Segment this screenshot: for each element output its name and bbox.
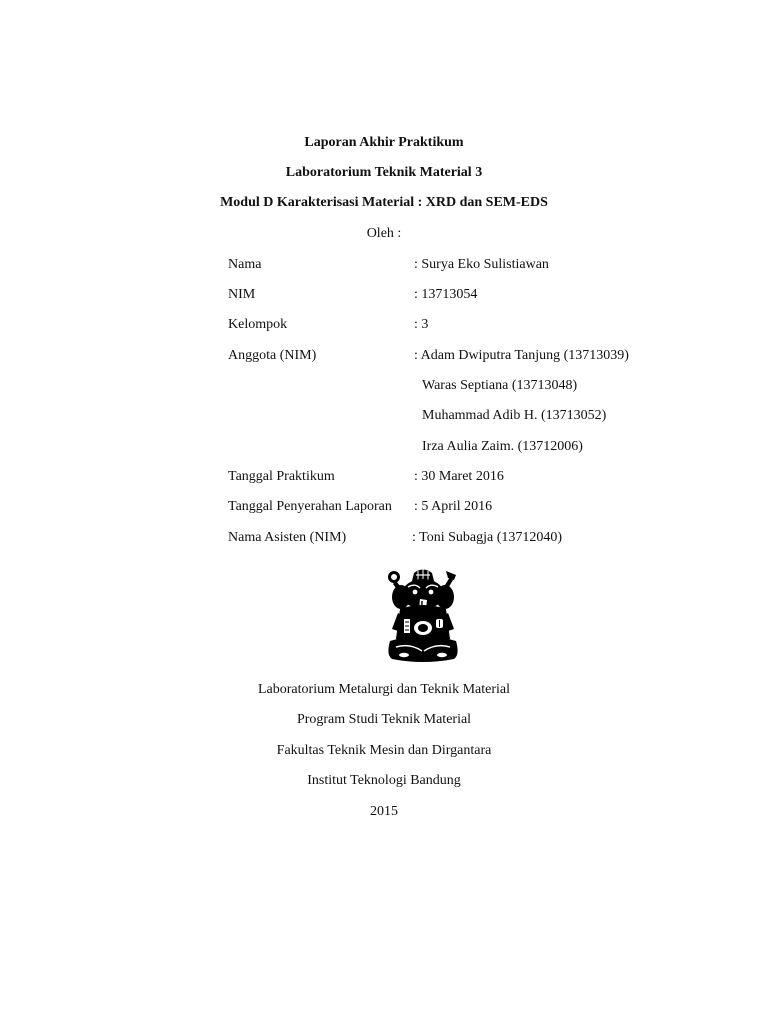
nim-label: NIM xyxy=(228,287,256,302)
name-label: Nama xyxy=(228,257,262,272)
group-value: : 3 xyxy=(414,317,429,332)
member-item: Irza Aulia Zaim. (13712006) xyxy=(422,439,583,454)
group-label: Kelompok xyxy=(228,317,288,332)
practicum-date-label: Tanggal Praktikum xyxy=(228,469,335,484)
lab-name: Laboratorium Metalurgi dan Teknik Material xyxy=(258,682,510,697)
study-program: Program Studi Teknik Material xyxy=(296,712,472,727)
year: 2015 xyxy=(370,804,398,819)
assistant-value: : Toni Subagja (13712040) xyxy=(412,530,563,545)
institute: Institut Teknologi Bandung xyxy=(307,773,461,788)
member-item: Waras Septiana (13713048) xyxy=(422,378,578,393)
members-label: Anggota (NIM) xyxy=(228,348,317,363)
name-value: : Surya Eko Sulistiawan xyxy=(414,257,549,272)
practicum-date-value: : 30 Maret 2016 xyxy=(414,469,504,484)
nim-value: : 13713054 xyxy=(414,287,478,302)
report-title: Laporan Akhir Praktikum xyxy=(304,135,464,150)
submission-date-value: : 5 April 2016 xyxy=(414,499,493,514)
submission-date-label: Tanggal Penyerahan Laporan xyxy=(228,499,392,514)
member-item: Muhammad Adib H. (13713052) xyxy=(422,408,607,423)
by-label: Oleh : xyxy=(366,226,402,241)
member-item: : Adam Dwiputra Tanjung (13713039) xyxy=(414,348,629,363)
lab-title: Laboratorium Teknik Material 3 xyxy=(285,165,483,180)
faculty: Fakultas Teknik Mesin dan Dirgantara xyxy=(276,743,492,758)
assistant-label: Nama Asisten (NIM) xyxy=(228,530,347,545)
itb-ganesha-logo-icon xyxy=(384,567,462,663)
module-title: Modul D Karakterisasi Material : XRD dan SEM-EDS xyxy=(220,195,548,210)
